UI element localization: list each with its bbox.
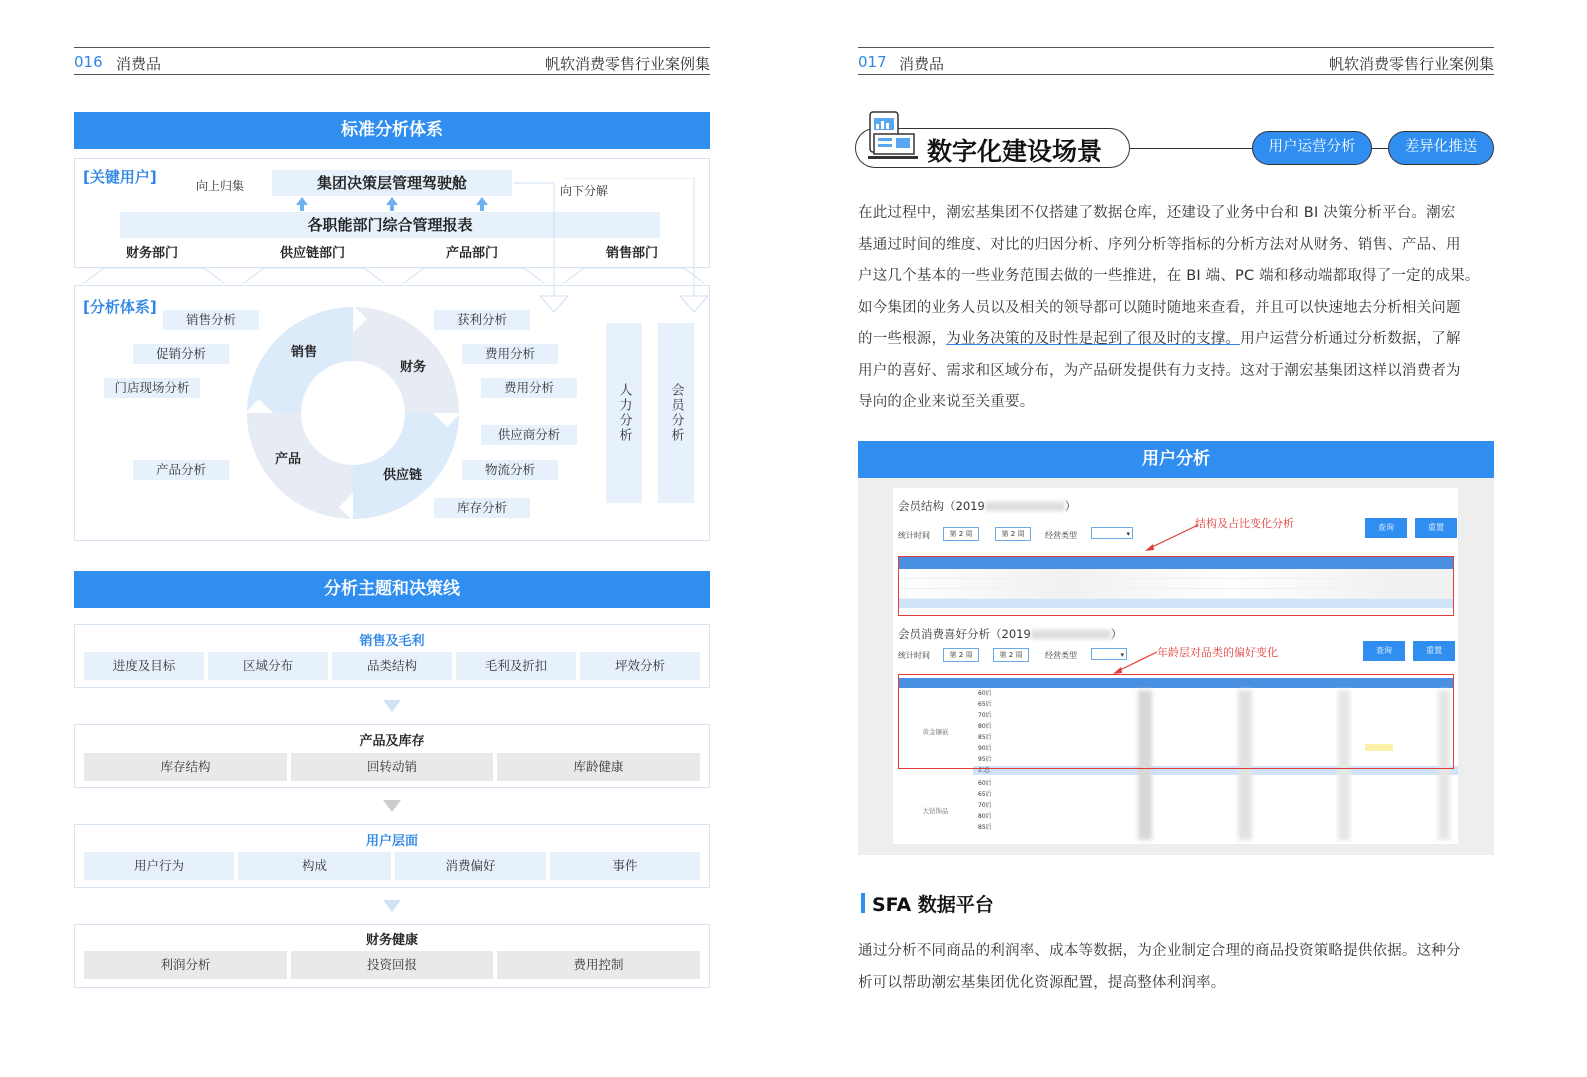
shot1-type-select[interactable]: ▾ xyxy=(1091,527,1133,539)
group-product-inventory-title: 产品及库存 xyxy=(359,734,425,749)
sfa-title-marker xyxy=(861,893,865,913)
tag-user-ops: 用户运营分析 xyxy=(1252,131,1372,165)
intro-paragraph xyxy=(858,198,1498,419)
shot1-row xyxy=(899,579,1453,589)
shot2-decades-2: 60后 65后 70后 80后 85后 xyxy=(978,780,992,831)
sfa-paragraph xyxy=(858,936,1498,999)
shot2-date-a[interactable]: 第 2 周 xyxy=(943,648,979,662)
group-sales-margin-title: 销售及毛利 xyxy=(359,634,425,649)
r-page-number: 017 xyxy=(858,53,887,71)
g2-item-turnover: 回转动销 xyxy=(291,753,493,781)
chip-supplier-analysis: 供应商分析 xyxy=(481,425,577,445)
intro-line-5 xyxy=(858,324,1498,356)
shot2-filter-type: 经营类型 xyxy=(1045,651,1077,660)
dept-supply-chain: 供应链部门 xyxy=(280,246,346,261)
sfa-line-2: 析可以帮助潮宏基集团优化资源配置，提高整体利润率。 xyxy=(858,974,1226,991)
shot1-table-highlight xyxy=(898,556,1454,616)
chip-store-analysis: 门店现场分析 xyxy=(104,378,200,398)
r-book-title: 帆软消费零售行业案例集 xyxy=(1328,55,1494,73)
page-number: 016 xyxy=(74,53,103,71)
sfa-title: SFA 数据平台 xyxy=(872,894,994,916)
shot2-date-b[interactable]: 第 2 周 xyxy=(993,648,1029,662)
annotation-arrow-1 xyxy=(1143,522,1203,552)
shot1-date-b[interactable]: 第 2 周 xyxy=(995,527,1031,541)
header-bottom-rule xyxy=(74,74,710,75)
chip-expense-analysis-2: 费用分析 xyxy=(481,378,577,398)
group-finance-health-title: 财务健康 xyxy=(365,933,418,948)
r-header-top-rule xyxy=(858,47,1494,48)
g1-item-efficiency: 坪效分析 xyxy=(580,652,700,680)
std-analysis-title-bar: 标准分析体系 xyxy=(74,112,710,149)
shot1-table-header xyxy=(899,557,1453,569)
shot2-cat2: 大钻饰品 xyxy=(922,807,949,815)
cycle-finance: 财务 xyxy=(400,360,427,375)
shot1-query-button[interactable]: 查询 xyxy=(1365,518,1407,538)
down-arrow-3 xyxy=(383,900,401,912)
shot2-query-button[interactable]: 查询 xyxy=(1363,641,1405,661)
shot2-reset-button[interactable]: 重置 xyxy=(1413,641,1455,661)
annotation-arrow-2 xyxy=(1111,650,1161,676)
intro-line-5-a: 的一些根源， xyxy=(858,331,947,347)
intro-line-6: 用户的喜好、需求和区域分布，为产品研发提供有力支持。这对于潮宏基集团这样以消费者为 xyxy=(858,362,1461,379)
shot1-reset-button[interactable]: 重置 xyxy=(1415,518,1457,538)
g4-item-roi: 投资回报 xyxy=(291,951,493,979)
chip-product-analysis: 产品分析 xyxy=(133,460,229,480)
scene-connector xyxy=(1130,148,1254,149)
g4-item-expense: 费用控制 xyxy=(497,951,700,979)
shot2-filter-time: 统计时间 xyxy=(898,651,930,660)
shot2-type-select[interactable]: ▾ xyxy=(1091,648,1127,660)
book-title: 帆软消费零售行业案例集 xyxy=(544,55,710,73)
down-arrow-1 xyxy=(383,700,401,712)
reports-box: 各职能部门综合管理报表 xyxy=(120,212,660,238)
dept-sales: 销售部门 xyxy=(606,246,659,261)
shot1-row xyxy=(899,589,1453,599)
annotation-age-preference: 年龄层对品类的偏好变化 xyxy=(1157,646,1278,659)
g3-item-composition: 构成 xyxy=(238,852,391,880)
cockpit-box: 集团决策层管理驾驶舱 xyxy=(272,170,512,196)
tag-connector xyxy=(1372,148,1388,149)
col-hr-analysis: 人力分析 xyxy=(606,323,642,503)
down-decompose-label: 向下分解 xyxy=(560,184,609,198)
shot1-total-row xyxy=(899,599,1453,608)
shot1-filter-type: 经营类型 xyxy=(1045,531,1077,540)
header-top-rule xyxy=(74,47,710,48)
chip-sales-analysis: 销售分析 xyxy=(163,310,259,330)
chip-expense-analysis-1: 费用分析 xyxy=(462,344,558,364)
r-page-category: 消费品 xyxy=(899,55,945,73)
r-header-bottom-rule xyxy=(858,74,1494,75)
cycle-product: 产品 xyxy=(275,452,302,467)
page-category: 消费品 xyxy=(116,55,162,73)
intro-line-1: 在此过程中，潮宏基集团不仅搭建了数据仓库，还建设了业务中台和 BI 决策分析平台。潮宏 xyxy=(858,205,1456,221)
cycle-sales: 销售 xyxy=(291,345,318,360)
intro-highlight: 为业务决策的及时性是起到了很及时的支撑。 xyxy=(946,331,1241,347)
shot1-title: 会员结构（2019 ） xyxy=(898,499,1077,513)
cycle-diagram xyxy=(245,305,461,521)
g3-item-event: 事件 xyxy=(550,852,700,880)
scene-title: 数字化建设场景 xyxy=(927,137,1103,166)
chip-profit-analysis: 获利分析 xyxy=(434,310,530,330)
chip-inventory-analysis: 库存分析 xyxy=(434,498,530,518)
intro-line-3: 户这几个基本的一些业务范围去做的一些推进，在 BI 端、PC 端和移动端都取得了一定的成果。 xyxy=(858,268,1480,284)
g3-item-behavior: 用户行为 xyxy=(84,852,234,880)
up-collect-label: 向上归集 xyxy=(196,179,245,193)
g1-item-margin: 毛利及折扣 xyxy=(456,652,576,680)
dept-product: 产品部门 xyxy=(446,246,499,261)
g1-item-region: 区域分布 xyxy=(208,652,328,680)
annotation-structure: 结构及占比变化分析 xyxy=(1195,517,1294,530)
dashboard-icon xyxy=(866,110,922,164)
shot2-title: 会员消费喜好分析（2019 ） xyxy=(898,627,1123,641)
shot1-date-a[interactable]: 第 2 周 xyxy=(943,527,979,541)
g3-item-preference: 消费偏好 xyxy=(395,852,546,880)
shot2-table-highlight xyxy=(898,674,1454,769)
decision-title-bar: 分析主题和决策线 xyxy=(74,571,710,608)
intro-line-4: 如今集团的业务人员以及相关的领导都可以随时随地来查看，并且可以快速地去分析相关问题 xyxy=(858,299,1461,316)
shot2-decades: 60后 65后 70后 80后 85后 90后 95后 xyxy=(978,690,992,763)
tag-diff-push: 差异化推送 xyxy=(1388,131,1494,165)
shot1-row xyxy=(899,569,1453,579)
sfa-line-1: 通过分析不同商品的利润率、成本等数据，为企业制定合理的商品投资策略提供依据。这种分 xyxy=(858,943,1461,959)
chip-promo-analysis: 促销分析 xyxy=(133,344,229,364)
user-analysis-title-bar: 用户分析 xyxy=(858,441,1494,478)
intro-line-2: 基通过时间的维度、对比的归因分析、序列分析等指标的分析方法对从财务、销售、产品、用 xyxy=(858,236,1461,253)
g2-item-age: 库龄健康 xyxy=(497,753,700,781)
embedded-screenshot xyxy=(893,488,1458,844)
g4-item-profit: 利润分析 xyxy=(84,951,287,979)
down-arrow-2 xyxy=(383,800,401,812)
dept-finance: 财务部门 xyxy=(126,246,179,261)
analysis-system-label: [分析体系] xyxy=(83,298,157,316)
col-member-analysis: 会员分析 xyxy=(658,323,694,503)
key-users-label: [关键用户] xyxy=(83,168,157,186)
g1-item-progress: 进度及目标 xyxy=(84,652,204,680)
shot2-cat1: 黄金镶嵌 xyxy=(922,727,949,736)
cycle-supply-chain: 供应链 xyxy=(383,468,423,483)
g2-item-structure: 库存结构 xyxy=(84,753,287,781)
g1-item-category: 品类结构 xyxy=(332,652,452,680)
shot1-filter-time: 统计时间 xyxy=(898,531,930,540)
chip-logistics-analysis: 物流分析 xyxy=(462,460,558,480)
group-user-level-title: 用户层面 xyxy=(365,834,418,849)
intro-line-7: 导向的企业来说至关重要。 xyxy=(858,394,1035,410)
shot2-summary: 汇总 xyxy=(973,766,1458,775)
intro-line-5-b: 用户运营分析通过分析数据，了解 xyxy=(1240,331,1461,347)
